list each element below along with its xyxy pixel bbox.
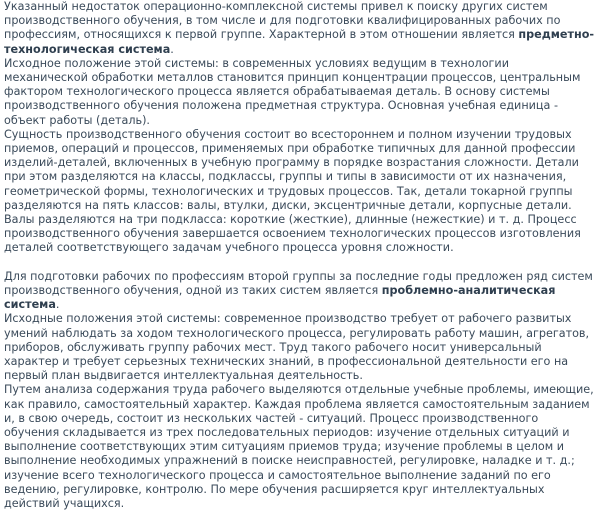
intro-text: Указанный недостаток операционно-комплексной системы привел к поиску других систем производственного обучения, в том числе и для подготовки квалифицированных рабочих по профессиям, относящихся к первой группе. Характерной в этом отношении является	[4, 0, 561, 42]
second-group-text: Для подготовки рабочих по профессиям второй группы за последние годы предложен ряд систем производственного обучения, одной из таких систем является	[4, 269, 593, 298]
paragraph-spacer	[4, 256, 596, 270]
intro-paragraph	[4, 0, 596, 57]
second-group-paragraph	[4, 270, 596, 313]
intro-end: .	[170, 42, 174, 56]
second-group-end: .	[55, 298, 60, 312]
paragraph-initial-position: Исходное положение этой системы: в современных условиях ведущим в технологии механической обработки металлов становится принцип концентрации процессов, центральным фактором технологического процесса является обрабатываемая деталь. В основу системы производственного обучения положена предметная структура. Основная учебная единица - объект работы (деталь).	[4, 56, 581, 127]
highlight-term-problem-analytical: проблемно-аналитическая система	[4, 284, 556, 312]
paragraph-essence: Сущность производственного обучения состоит во всестороннем и полном изучении трудовых приемов, операций и процессов, применяемых при обработке типичных для данной профессии изделий-деталей, включенных в учебную программу в порядке возрастания сложности. Детали при этом разделяются на классы, подклассы, группы и типы в зависимости от их назначения, геометрической формы, технологических и трудовых процессов. Так, детали токарной группы разделяются на пять классов: валы, втулки, диски, эксцентричные детали, корпусные детали. Валы разделяются на три подкласса: короткие (жесткие), длинные (нежесткие) и т. д. Процесс производственного обучения завершается освоением технологических процессов изготовления деталей соответствующего задачам учебного процесса уровня сложности.	[4, 127, 581, 255]
highlight-term-subject-technological: предметно-технологическая система	[4, 28, 595, 56]
paragraph-analysis: Путем анализа содержания труда рабочего выделяются отдельные учебные проблемы, имеющие, как правило, самостоятельный характер. Каждая проблема является самостоятельным заданием и, в свою очередь, состоит из нескольких частей - ситуаций. Процесс производственного обучения складывается из трех последовательных периодов: изучение отдельных ситуаций и выполнение соответствующих этим ситуациям приемов труда; изучение проблемы в целом и выполнение необходимых упражнений в поиске неисправностей, регулировке, наладке и т. д.; изучение всего технологического процесса и самостоятельное выполнение заданий по его ведению, регулировке, контролю. По мере обучения расширяется круг интеллектуальных действий учащихся.	[4, 383, 594, 511]
paragraph-initial-positions-second: Исходные положения этой системы: современное производство требует от рабочего развитых умений наблюдать за ходом технологического процесса, регулировать работу машин, агрегатов, приборов, обслуживать группу рабочих мест. Труд такого рабочего носит универсальный характер и требует серьезных технических знаний, в профессиональной деятельности его на первый план выдвигается интеллектуальная деятельность.	[4, 312, 590, 383]
